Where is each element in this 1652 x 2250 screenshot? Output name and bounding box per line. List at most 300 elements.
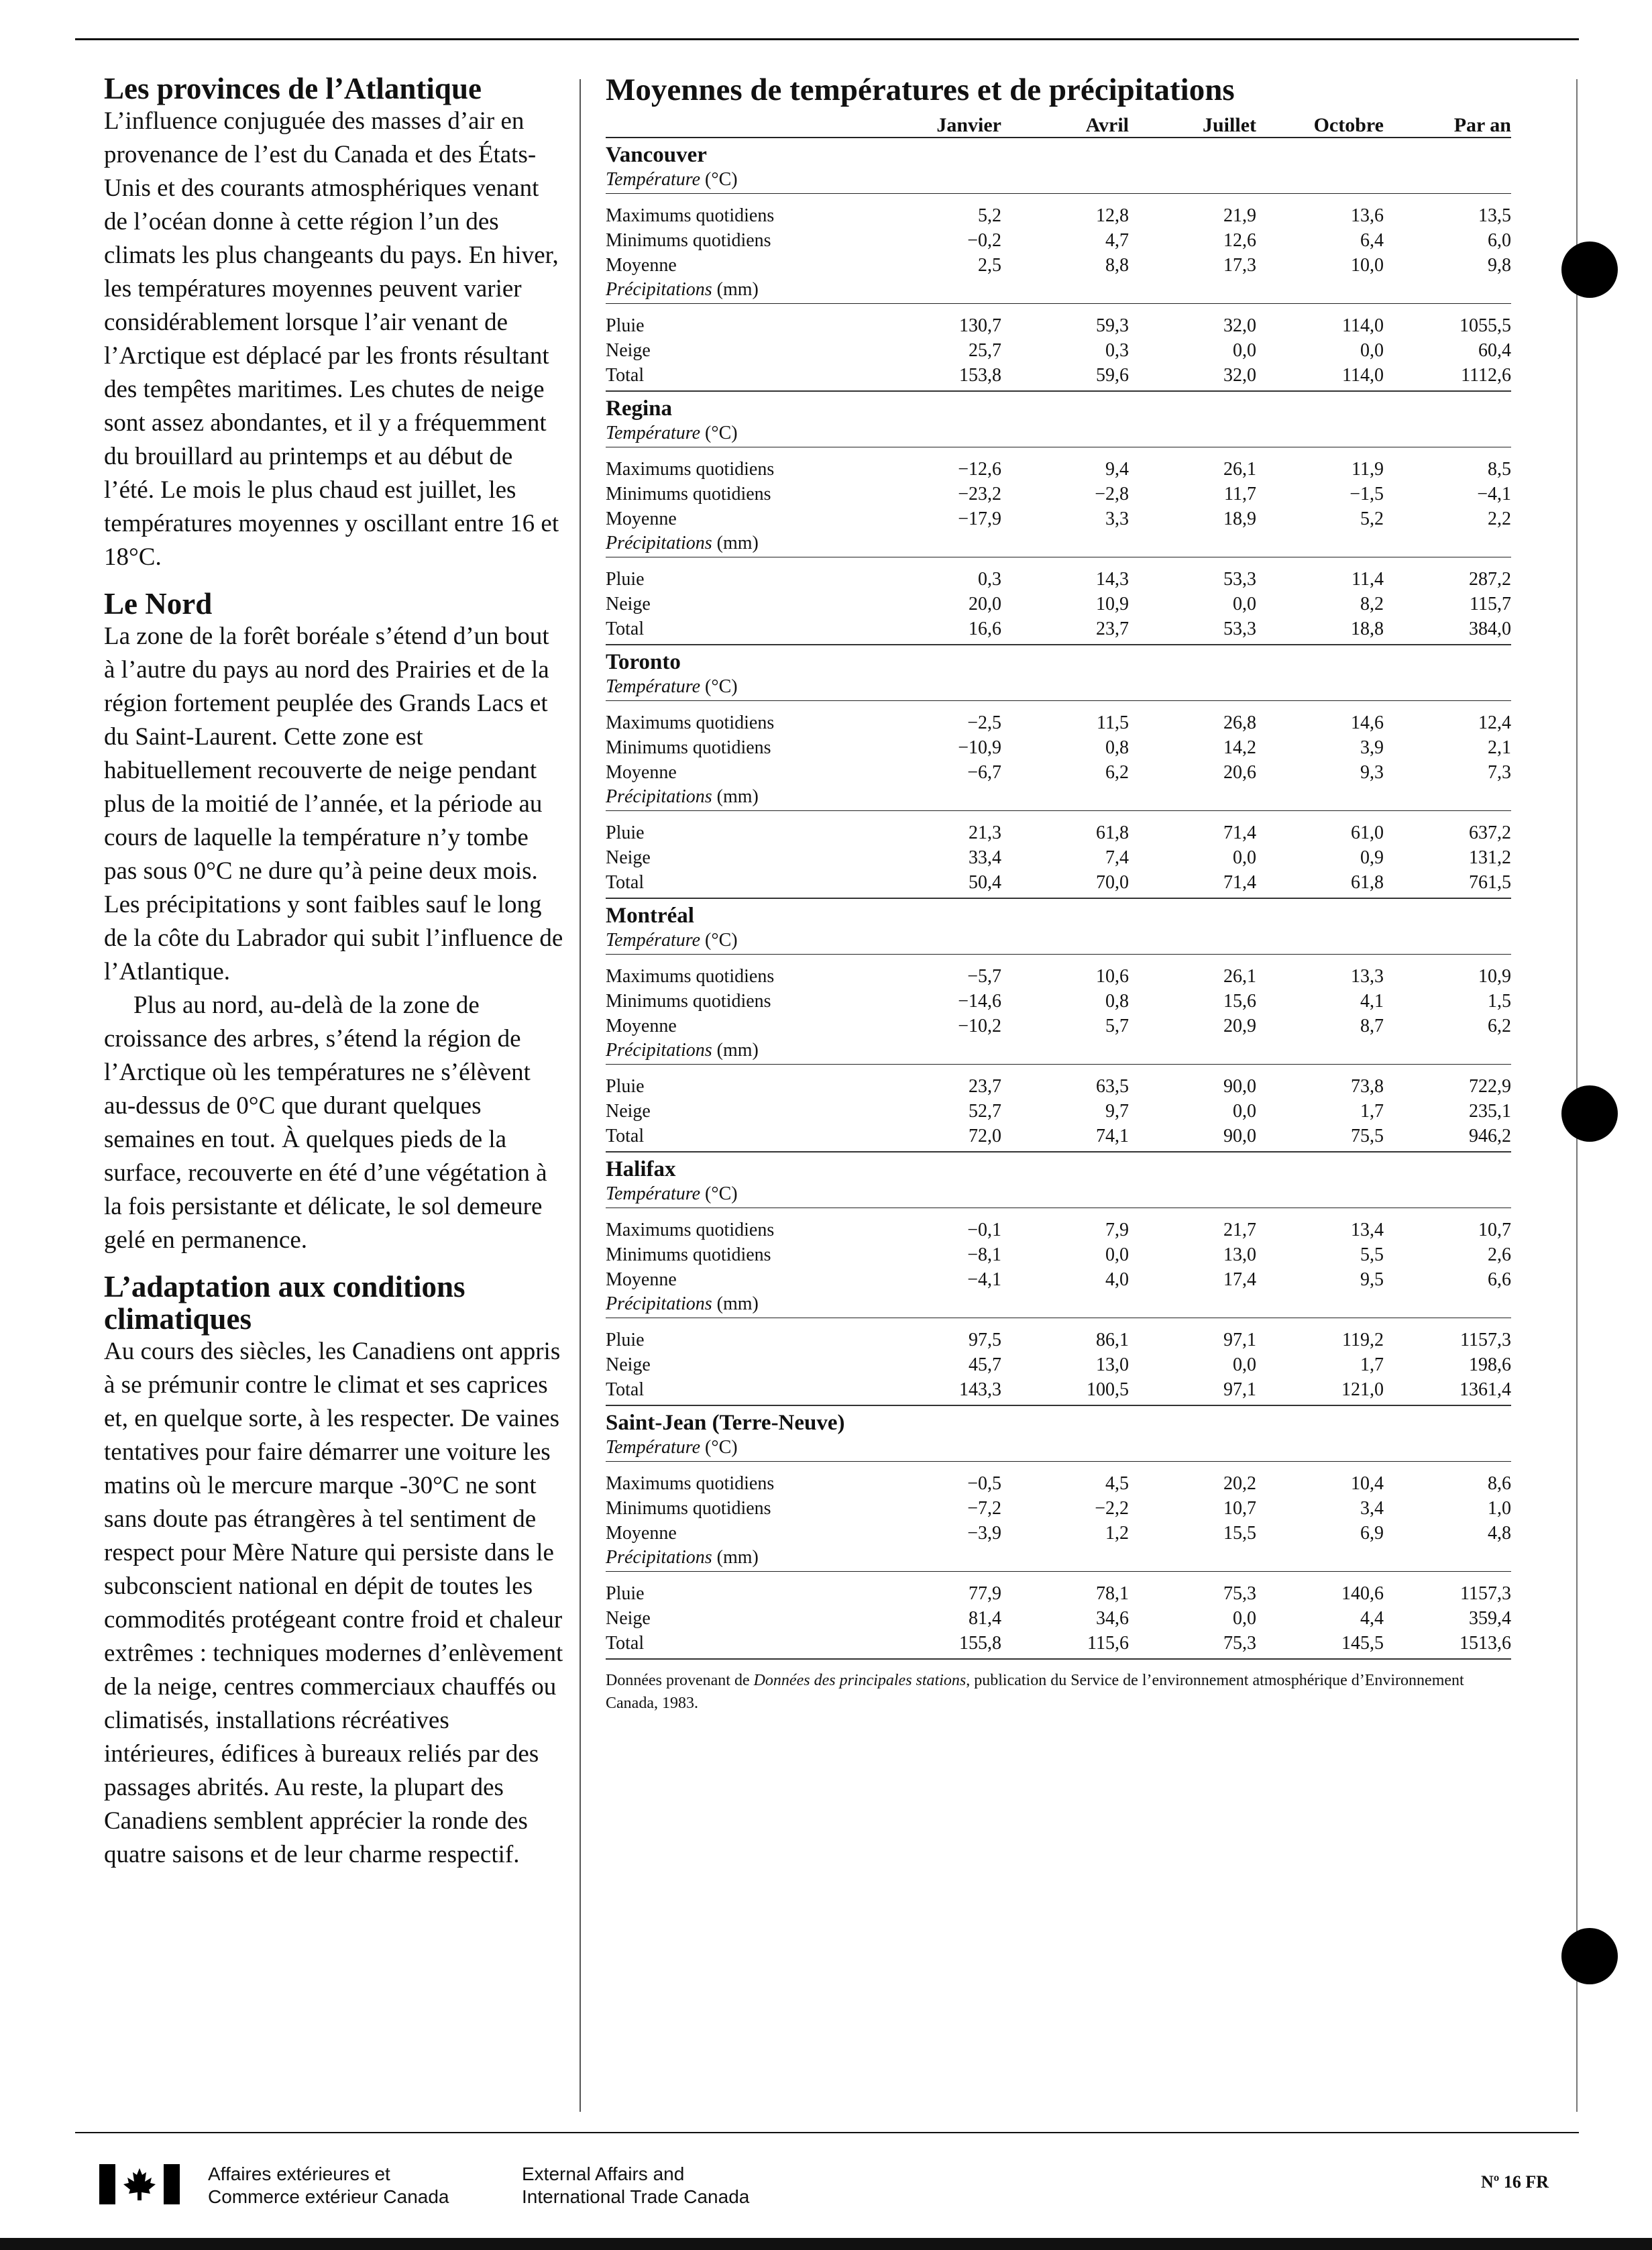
city-block [606,1410,1511,1660]
table-cell: 11,4 [1352,569,1384,590]
table-cell: 7,4 [1105,847,1129,868]
table-cell: 20,9 [1223,1016,1256,1036]
left-column [104,72,563,1872]
table-cell: 63,5 [1096,1076,1129,1097]
table-row [606,845,1511,870]
temperature-label [606,1436,1511,1460]
row-label: Pluie [606,1583,645,1604]
table-cell: 0,3 [978,569,1001,590]
table-cell: 1,5 [1488,991,1511,1012]
table-cell: 1361,4 [1460,1379,1511,1400]
table-cell: −4,1 [1477,484,1511,504]
table-cell: 4,5 [1105,1473,1129,1494]
table-cell: 74,1 [1096,1126,1129,1146]
temperature-unit: (°C) [700,1183,738,1204]
table-cell: 2,6 [1488,1244,1511,1265]
table-cell: 5,5 [1360,1244,1384,1265]
row-label: Maximums quotidiens [606,205,775,226]
table-cell: 18,9 [1223,508,1256,529]
precipitation-unit: (mm) [712,1547,759,1568]
column-header: Octobre [1313,114,1384,136]
atlantic-heading: Les provinces de l’Atlantique [104,72,482,105]
precipitation-label [606,1038,1511,1063]
temperature-label [606,421,1511,445]
row-label: Moyenne [606,255,677,276]
table-cell: 119,2 [1342,1330,1384,1350]
table-row [606,1521,1511,1546]
table-cell: 131,2 [1469,847,1511,868]
table-cell: 10,7 [1478,1220,1511,1240]
table-cell: 0,9 [1360,847,1384,868]
table-cell: 15,6 [1223,991,1256,1012]
table-cell: 8,2 [1360,594,1384,614]
precipitation-label-text: Précipitations [606,279,712,300]
table-cell: 100,5 [1087,1379,1129,1400]
table-row [606,1099,1511,1124]
row-label: Total [606,1379,645,1400]
row-label: Total [606,619,645,639]
city-name: Halifax [606,1157,676,1181]
table-cell: 10,7 [1223,1498,1256,1519]
table-cell: 3,9 [1360,737,1384,758]
table-row [606,253,1511,278]
table-cell: 3,3 [1105,508,1129,529]
table-cell: 71,4 [1223,822,1256,843]
table-cell: −0,1 [967,1220,1001,1240]
table-cell: 12,8 [1096,205,1129,226]
issue-number: Nº 16 FR [1481,2172,1549,2192]
table-cell: −2,2 [1095,1498,1129,1519]
temperature-label-text: Température [606,1437,701,1458]
table-cell: 77,9 [969,1583,1001,1604]
table-cell: 2,2 [1488,508,1511,529]
table-cell: 90,0 [1223,1076,1256,1097]
table-row [606,1242,1511,1267]
table-cell: 13,5 [1478,205,1511,226]
table-cell: 287,2 [1469,569,1511,590]
table-cell: 722,9 [1469,1076,1511,1097]
row-label: Neige [606,1608,651,1629]
table-row [606,482,1511,506]
table-cell: 17,4 [1223,1269,1256,1290]
precipitation-label-text: Précipitations [606,1293,712,1314]
table-cell: 2,1 [1488,737,1511,758]
city-name: Regina [606,396,672,421]
table-cell: 9,5 [1360,1269,1384,1290]
table-row [606,760,1511,785]
temperature-rows [606,954,1511,1038]
row-label: Pluie [606,569,645,590]
top-rule [75,38,1579,40]
row-label: Pluie [606,315,645,336]
table-row [606,710,1511,735]
temperature-rows [606,193,1511,278]
table-cell: 61,8 [1351,872,1384,893]
table-cell: 7,3 [1488,762,1511,783]
table-cell: 9,4 [1105,459,1129,480]
table-cell: 1157,3 [1460,1583,1511,1604]
table-row [606,313,1511,338]
precipitation-unit: (mm) [712,1293,759,1314]
temperature-rows [606,1208,1511,1292]
city-name: Toronto [606,650,681,674]
table-cell: 5,2 [1360,508,1384,529]
atlantic-paragraph: L’influence conjuguée des masses d’air en provenance de l’est du Canada et des États-Unis et des courants atmosphériques venant de l’océan donne à cette région l’un des climats les plus changeants du pays. En hiver, les températures moyennes peuvent varier considérablement lorsque l’air venant de l’Arctique est déplacé par les fronts résultant des tempêtes maritimes. Les chutes de neige sont assez abondantes, et il y a fréquemment du brouillard au printemps et au début de l’été. Le mois le plus chaud est juillet, les températures moyennes y oscillant entre 16 et 18°C. [104,107,559,571]
table-cell: 0,0 [1105,1244,1129,1265]
table-cell: 155,8 [959,1633,1001,1654]
row-label: Pluie [606,822,645,843]
table-cell: 5,7 [1105,1016,1129,1036]
table-cell: 14,6 [1351,712,1384,733]
table-cell: 114,0 [1342,365,1384,386]
table-cell: 86,1 [1096,1330,1129,1350]
table-row [606,203,1511,228]
table-cell: 23,7 [969,1076,1001,1097]
footer-english-name: External Affairs and International Trade Canada [522,2163,750,2207]
row-label: Total [606,1633,645,1654]
row-label: Minimums quotidiens [606,737,771,758]
nord-paragraph-2: Plus au nord, au-delà de la zone de croissance des arbres, s’étend la région de l’Arctique où les températures ne s’élèvent au-dessus de 0°C que durant quelques semaines en tout. À quelques pieds de la surface, recouverte en été d’une végétation à la fois persistante et délicate, le sol demeure gelé en permanence. [104,992,547,1254]
precipitation-label [606,1292,1511,1316]
nord-heading: Le Nord [104,587,213,621]
table-cell: 70,0 [1096,872,1129,893]
table-cell: 10,4 [1351,1473,1384,1494]
table-cell: 61,0 [1351,822,1384,843]
table-cell: 6,9 [1360,1523,1384,1544]
temperature-label [606,928,1511,953]
table-cell: 8,6 [1488,1473,1511,1494]
table-cell: 26,8 [1223,712,1256,733]
column-header: Avril [1085,114,1129,136]
table-cell: −6,7 [967,762,1001,783]
table-cell: −4,1 [967,1269,1001,1290]
table-title: Moyennes de températures et de précipitations [606,72,1235,107]
table-cell: 143,3 [959,1379,1001,1400]
climate-table-section [606,71,1511,1715]
table-row [606,1631,1511,1656]
row-label: Minimums quotidiens [606,991,771,1012]
city-name: Saint-Jean (Terre-Neuve) [606,1411,845,1435]
table-row [606,989,1511,1014]
table-cell: 32,0 [1223,315,1256,336]
table-cell: 45,7 [969,1354,1001,1375]
temperature-rows [606,447,1511,531]
table-cell: 75,5 [1351,1126,1384,1146]
table-cell: 53,3 [1223,619,1256,639]
table-cell: 15,5 [1223,1523,1256,1544]
table-cell: 3,4 [1360,1498,1384,1519]
table-cell: 114,0 [1342,315,1384,336]
row-label: Moyenne [606,1523,677,1544]
temperature-unit: (°C) [700,676,738,697]
table-cell: 13,3 [1351,966,1384,987]
temperature-rows [606,700,1511,785]
precipitation-rows [606,1064,1511,1148]
row-label: Moyenne [606,762,677,783]
table-cell: 6,2 [1488,1016,1511,1036]
city-block [606,142,1511,392]
table-cell: 5,2 [978,205,1001,226]
table-cell: 14,3 [1096,569,1129,590]
table-cell: 75,3 [1223,1633,1256,1654]
table-cell: 8,8 [1105,255,1129,276]
city-block [606,903,1511,1153]
table-cell: 130,7 [959,315,1001,336]
row-label: Moyenne [606,1016,677,1036]
table-cell: −10,2 [958,1016,1001,1036]
table-cell: 1,2 [1105,1523,1129,1544]
table-cell: −1,5 [1350,484,1384,504]
precipitation-label-text: Précipitations [606,533,712,553]
precipitation-unit: (mm) [712,533,759,553]
table-cell: 53,3 [1223,569,1256,590]
table-cell: 121,0 [1341,1379,1384,1400]
column-header: Par an [1453,114,1511,136]
precipitation-unit: (mm) [712,1040,759,1061]
row-label: Neige [606,1101,651,1122]
table-row [606,1328,1511,1352]
table-cell: 26,1 [1223,459,1256,480]
binder-hole [1561,1928,1618,1984]
row-label: Minimums quotidiens [606,484,771,504]
table-cell: 946,2 [1469,1126,1511,1146]
table-cell: −7,2 [967,1498,1001,1519]
temperature-label-text: Température [606,1183,701,1204]
table-cell: −0,2 [967,230,1001,251]
table-row [606,1267,1511,1292]
row-label: Total [606,1126,645,1146]
table-cell: 1112,6 [1461,365,1511,386]
table-row [606,964,1511,989]
precipitation-label [606,278,1511,302]
table-cell: 0,0 [1233,340,1256,361]
table-row [606,338,1511,363]
column-header: Janvier [936,114,1001,136]
table-cell: −2,8 [1095,484,1129,504]
source-footnote: Données provenant de Données des principales stations, publication du Service de l’environnement atmosphérique d’Environnement Canada, 1983. [606,1672,1464,1712]
row-label: Minimums quotidiens [606,1244,771,1265]
table-cell: 6,6 [1488,1269,1511,1290]
table-cell: 9,8 [1488,255,1511,276]
table-cell: 4,4 [1360,1608,1384,1629]
table-cell: 59,3 [1096,315,1129,336]
table-row [606,457,1511,482]
table-row [606,870,1511,895]
table-cell: 20,6 [1223,762,1256,783]
row-label: Neige [606,847,651,868]
row-label: Maximums quotidiens [606,459,775,480]
table-cell: 384,0 [1469,619,1511,639]
precipitation-rows [606,1318,1511,1402]
table-cell: 761,5 [1469,872,1511,893]
maple-leaf-icon [115,2164,164,2204]
temperature-label [606,1182,1511,1206]
table-cell: 60,4 [1478,340,1511,361]
temperature-label-text: Température [606,676,701,697]
table-cell: 7,9 [1105,1220,1129,1240]
table-cell: 21,7 [1223,1220,1256,1240]
temperature-label [606,675,1511,699]
table-cell: −23,2 [958,484,1001,504]
table-cell: 1513,6 [1460,1633,1511,1654]
temperature-unit: (°C) [700,1437,738,1458]
table-cell: 14,2 [1223,737,1256,758]
temperature-unit: (°C) [700,423,738,443]
row-label: Minimums quotidiens [606,1498,771,1519]
table-cell: 50,4 [969,872,1001,893]
row-label: Total [606,872,645,893]
table-row [606,228,1511,253]
adaptation-heading: L’adaptation aux conditions climatiques [104,1270,465,1336]
column-divider [580,79,581,2112]
table-cell: 359,4 [1469,1608,1511,1629]
table-cell: 78,1 [1096,1583,1129,1604]
table-cell: 6,2 [1105,762,1129,783]
table-row [606,567,1511,592]
temperature-rows [606,1461,1511,1546]
precipitation-label [606,1546,1511,1570]
table-cell: −8,1 [967,1244,1001,1265]
table-cell: 0,3 [1105,340,1129,361]
canada-logo [99,2164,180,2204]
table-row [606,1471,1511,1496]
table-row [606,1606,1511,1631]
table-cell: 0,0 [1233,1101,1256,1122]
row-label: Pluie [606,1330,645,1350]
column-header: Juillet [1203,114,1256,136]
precipitation-rows [606,557,1511,641]
precipitation-label-text: Précipitations [606,1040,712,1061]
city-block [606,649,1511,899]
table-cell: 59,6 [1096,365,1129,386]
binder-hole [1561,1085,1618,1142]
row-label: Total [606,365,645,386]
table-row [606,735,1511,760]
table-cell: 4,8 [1488,1523,1511,1544]
table-cell: 6,4 [1360,230,1384,251]
table-cell: 2,5 [978,255,1001,276]
table-cell: 20,0 [969,594,1001,614]
precipitation-rows [606,303,1511,388]
table-cell: 1,7 [1360,1354,1384,1375]
table-cell: 10,9 [1096,594,1129,614]
table-cell: −5,7 [967,966,1001,987]
table-cell: 637,2 [1469,822,1511,843]
temperature-label-text: Température [606,423,701,443]
city-blocks [606,142,1511,1660]
table-cell: 8,7 [1360,1016,1384,1036]
table-cell: 11,5 [1097,712,1129,733]
row-label: Maximums quotidiens [606,1473,775,1494]
table-cell: 1,0 [1488,1498,1511,1519]
table-cell: 115,6 [1087,1633,1129,1654]
table-cell: 33,4 [969,847,1001,868]
table-cell: 1157,3 [1460,1330,1511,1350]
row-label: Neige [606,1354,651,1375]
table-row [606,1074,1511,1099]
row-label: Neige [606,594,651,614]
city-name: Montréal [606,904,694,928]
table-cell: 13,4 [1351,1220,1384,1240]
table-cell: 21,9 [1223,205,1256,226]
table-cell: 9,3 [1360,762,1384,783]
row-label: Moyenne [606,1269,677,1290]
table-cell: −17,9 [958,508,1001,529]
adaptation-paragraph: Au cours des siècles, les Canadiens ont appris à se prémunir contre le climat et ses caprices et, en quelque sorte, à les respecter. De vaines tentatives pour faire démarrer une voiture les matins où le mercure marque -30°C ne sont sans doute pas étrangères à tel sentiment de respect pour Mère Nature qui persiste dans le subconscient national en dépit de toutes les commodités protégeant contre froid et chaleur extrêmes : techniques modernes d’enlèvement de la neige, centres commerciaux chauffés ou climatisés, installations récréatives intérieures, édifices à bureaux reliés par des passages abrités. Au reste, la plupart des Canadiens semblent apprécier la ronde des quatre saisons et de leur charme respectif. [104,1338,563,1868]
table-row [606,1377,1511,1402]
table-row [606,363,1511,388]
table-cell: 0,0 [1233,1608,1256,1629]
table-cell: 72,0 [969,1126,1001,1146]
table-cell: 0,0 [1360,340,1384,361]
binder-hole [1561,242,1618,298]
table-cell: 13,0 [1096,1354,1129,1375]
table-cell: 16,6 [969,619,1001,639]
precipitation-label-text: Précipitations [606,786,712,807]
precipitation-rows [606,810,1511,895]
row-label: Pluie [606,1076,645,1097]
table-cell: 34,6 [1096,1608,1129,1629]
table-cell: 32,0 [1223,365,1256,386]
table-row [606,617,1511,641]
table-cell: 13,0 [1223,1244,1256,1265]
table-cell: 145,5 [1341,1633,1384,1654]
footer-french-name: Affaires extérieures et Commerce extérieur Canada [208,2163,449,2207]
table-cell: 115,7 [1470,594,1511,614]
table-row [606,1014,1511,1038]
table-cell: 4,1 [1360,991,1384,1012]
table-cell: 12,6 [1223,230,1256,251]
table-cell: 21,3 [969,822,1001,843]
table-cell: 97,1 [1223,1379,1256,1400]
table-cell: −14,6 [958,991,1001,1012]
precipitation-rows [606,1571,1511,1656]
city-block [606,396,1511,645]
table-cell: 9,7 [1105,1101,1129,1122]
table-cell: 0,8 [1105,737,1129,758]
table-cell: −2,5 [967,712,1001,733]
table-cell: 81,4 [969,1608,1001,1629]
table-cell: 52,7 [969,1101,1001,1122]
table-row [606,820,1511,845]
city-block [606,1157,1511,1406]
footer-rule [75,2132,1579,2133]
table-cell: 75,3 [1223,1583,1256,1604]
table-cell: 235,1 [1469,1101,1511,1122]
table-row [606,1218,1511,1242]
table-cell: 26,1 [1223,966,1256,987]
table-cell: 198,6 [1469,1354,1511,1375]
scan-edge [0,2238,1652,2250]
table-cell: 97,1 [1223,1330,1256,1350]
precipitation-unit: (mm) [712,786,759,807]
table-cell: 90,0 [1223,1126,1256,1146]
table-cell: 0,8 [1105,991,1129,1012]
table-cell: 153,8 [959,365,1001,386]
table-cell: 61,8 [1096,822,1129,843]
table-cell: 1055,5 [1460,315,1511,336]
row-label: Maximums quotidiens [606,966,775,987]
table-cell: 6,0 [1488,230,1511,251]
table-cell: −3,9 [967,1523,1001,1544]
row-label: Neige [606,340,651,361]
table-cell: 11,9 [1352,459,1384,480]
table-row [606,592,1511,617]
table-cell: 0,0 [1233,1354,1256,1375]
precipitation-label [606,785,1511,809]
table-cell: 18,8 [1351,619,1384,639]
table-cell: 12,4 [1478,712,1511,733]
